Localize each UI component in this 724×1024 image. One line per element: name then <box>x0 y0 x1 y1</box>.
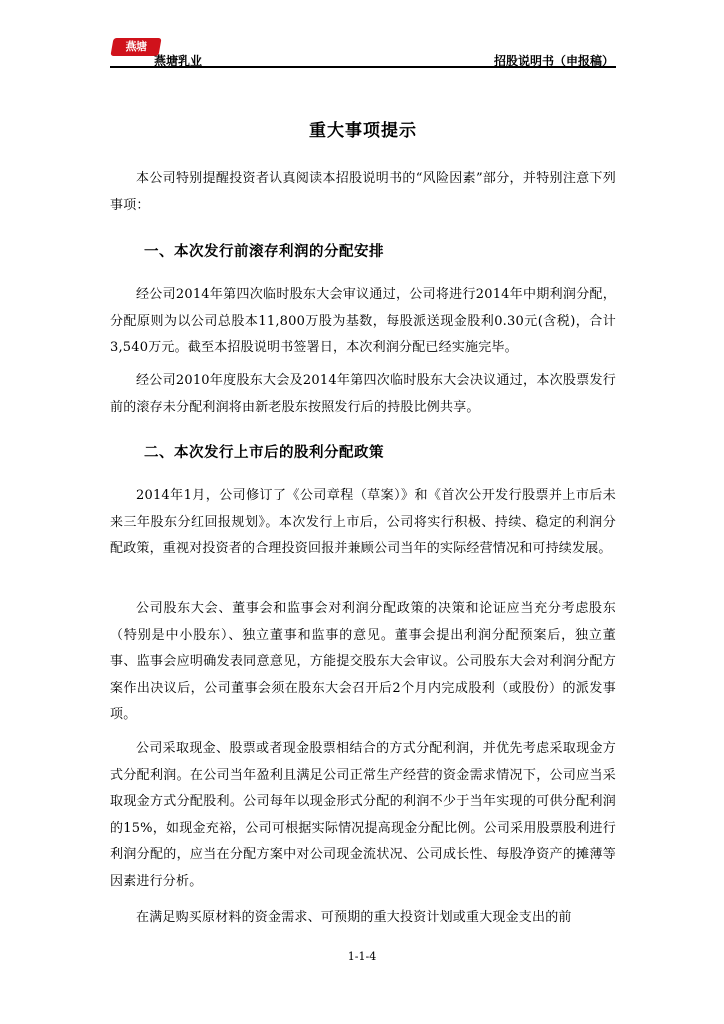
page-title: 重大事项提示 <box>309 121 417 141</box>
section2-paragraph-2: 公司股东大会、董事会和监事会对利润分配政策的决策和论证应当充分考虑股东（特别是中小股东）、独立董事和监事的意见。董事会提出利润分配预案后，独立董事、监事会应明确发表同意意见，方能提交股东大会审议。公司股东大会对利润分配方案作出决议后，公司董事会须在股东大会召开后2个月内完成股利（或股份）的派发事项。 <box>110 601 616 723</box>
intro-paragraph: 本公司特别提醒投资者认真阅读本招股说明书的“风险因素”部分，并特别注意下列事项： <box>110 171 616 213</box>
section2-paragraph-4: 在满足购买原材料的资金需求、可预期的重大投资计划或重大现金支出的前 <box>136 910 572 925</box>
section-heading-2: 二、本次发行上市后的股利分配政策 <box>144 445 384 461</box>
section1-paragraph-2: 经公司2010年度股东大会及2014年第四次临时股东大会决议通过，本次股票发行前的滚存未分配利润将由新老股东按照发行后的持股比例共享。 <box>110 373 616 415</box>
page-header <box>110 38 616 68</box>
section-heading-1: 一、本次发行前滚存利润的分配安排 <box>144 244 384 260</box>
section2-paragraph-3: 公司采取现金、股票或者现金股票相结合的方式分配利润，并优先考虑采取现金方式分配利润。在公司当年盈利且满足公司正常生产经营的资金需求情况下，公司应当采取现金方式分配股利。公司每年以现金形式分配的利润不少于当年实现的可供分配利润的15%，如现金充裕，公司可根据实际情况提高现金分配比例。公司采用股票股利进行利润分配的，应当在分配方案中对公司现金流状况、公司成长性、每股净资产的摊薄等因素进行分析。 <box>110 741 616 889</box>
logo-text: 燕塘 <box>125 40 147 53</box>
document-type: 招股说明书（申报稿） <box>493 54 614 68</box>
section1-paragraph-1: 经公司2014年第四次临时股东大会审议通过，公司将进行2014年中期利润分配，分配原则为以公司总股本11,800万股为基数，每股派送现金股利0.30元(含税)，合计3,540万元。截至本招股说明书签署日，本次利润分配已经实施完毕。 <box>110 287 616 356</box>
company-name: 燕塘乳业 <box>154 54 203 68</box>
section2-paragraph-1: 2014年1月，公司修订了《公司章程（草案）》和《首次公开发行股票并上市后未来三年股东分红回报规划》。本次发行上市后，公司将实行积极、持续、稳定的利润分配政策，重视对投资者的合理投资回报并兼顾公司当年的实际经营情况和可持续发展。 <box>110 488 616 557</box>
page-number: 1-1-4 <box>347 950 377 963</box>
